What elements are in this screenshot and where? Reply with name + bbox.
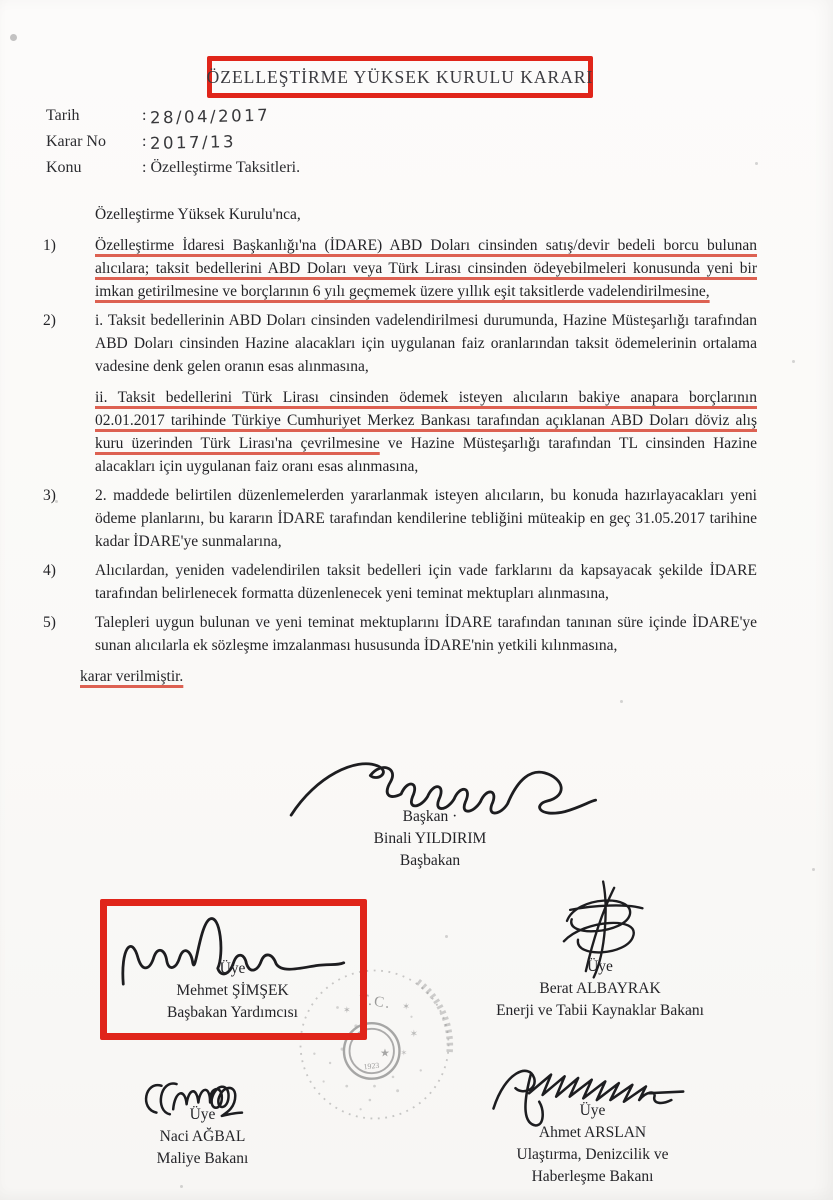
scan-speck (812, 868, 815, 871)
decision-body (43, 203, 757, 688)
scan-speck (620, 700, 623, 703)
signature-block-berat-albayrak (455, 956, 745, 1022)
scan-speck (180, 1185, 183, 1188)
meta-colon: : (142, 107, 147, 124)
signer-name: Mehmet ŞİMŞEK (176, 982, 289, 999)
signer-title: Başbakan Yardımcısı (167, 1004, 298, 1021)
signer-role: Başkan · (402, 808, 458, 825)
meta-label-tarih: Tarih (46, 107, 80, 124)
signature-block-naci-agbal (95, 1104, 310, 1170)
meta-block (46, 107, 300, 185)
item-2-sub-ii-rest: ve Hazine Müsteşarlığı tarafından TL cinsinden Hazine alacakları için uygulanan faiz oranı esas alınmasına, (95, 435, 757, 475)
item-2-sub-ii (95, 386, 757, 478)
star-icon: ✶ (409, 1029, 419, 1041)
signer-role: Üye (587, 958, 613, 975)
meta-label-karar-no: Karar No (46, 133, 106, 150)
meta-value-tarih-handwritten: 28/04/2017 (150, 105, 271, 128)
item-text: Alıcılardan, yeniden vadelendirilen taksit bedelleri için vade farklarını da kapsayacak şekilde İDARE tarafından belirlenecek formatta düzenlenecek yeni teminat mektupları alınmasına, (95, 562, 757, 602)
signer-title: Ulaştırma, Denizcilik ve (516, 1146, 669, 1163)
scan-speck (10, 34, 17, 41)
meta-value-karar-no-handwritten: 2017/13 (150, 132, 237, 153)
star-icon: ✶ (400, 1047, 408, 1058)
meta-colon: : (142, 133, 147, 150)
stamp-year: 1923 (363, 1060, 380, 1072)
signer-name: Ahmet ARSLAN (538, 1124, 647, 1141)
meta-row-karar-no (46, 133, 300, 159)
meta-label-konu: Konu (46, 159, 82, 176)
decision-item-5 (43, 611, 757, 657)
signer-title: Maliye Bakanı (156, 1150, 249, 1167)
title-highlight-box (207, 56, 593, 98)
intro-line: Özelleştirme Yüksek Kurulu'nca, (95, 206, 301, 223)
decision-item-3 (43, 484, 757, 553)
decision-item-1 (43, 234, 757, 303)
item-text: 2. maddede belirtilen düzenlemelerden yararlanmak isteyen alıcıların, bu konuda hazırlayacakları yeni ödeme planlarını, bu kararın İDARE tarafından kendilerine tebliğini müteakip en geç 31.05.2017 tarihine kadar İDARE'ye sunmalarına, (95, 487, 757, 550)
decision-item-4 (43, 559, 757, 605)
scan-speck (755, 162, 758, 165)
meta-row-tarih (46, 107, 300, 133)
highlight-box-mehmet-simsek (100, 899, 367, 1040)
signature-block-ahmet-arslan (465, 1100, 720, 1188)
item-text: Talepleri uygun bulunan ve yeni teminat mektuplarını İDARE tarafından tanınan süre içinde İDARE'ye sunan alıcılarla ek sözleşme imzalanması hususunda İDARE'nin yetkili kılınmasına, (95, 614, 757, 654)
signer-name: Berat ALBAYRAK (539, 980, 661, 997)
signer-title: Enerji ve Tabii Kaynaklar Bakanı (496, 1002, 704, 1019)
item-number: 5) (43, 614, 56, 631)
signer-role: Üye (189, 1106, 216, 1123)
star-icon: ★ (380, 1046, 391, 1060)
scan-speck (792, 360, 795, 363)
item-number: 4) (43, 562, 56, 579)
item-2-sub-i: i. Taksit bedellerinin ABD Doları cinsinden vadelendirilmesi durumunda, Hazine Müsteşarlığı tarafından ABD Doları cinsinden Hazine alacakları için uygulanan faiz oranlarından taksit ödemelerinin ortalama vadesine denk gelen oranın esas alınmasına, (95, 312, 757, 375)
item-text (95, 234, 757, 303)
decision-item-2 (43, 309, 757, 478)
meta-row-konu (46, 159, 300, 185)
star-icon: ✶ (343, 1005, 351, 1017)
signer-title-line2: Haberleşme Bakanı (531, 1168, 654, 1185)
document-title: ÖZELLEŞTİRME YÜKSEK KURULU KARARI (206, 66, 594, 87)
scan-speck (445, 935, 448, 938)
item-text (95, 309, 757, 478)
stamp-country-abbr: T.C. (357, 991, 393, 1013)
signer-name: Binali YILDIRIM (373, 830, 487, 847)
item-number: 3) (43, 487, 56, 504)
closing-line (80, 665, 757, 688)
signature-block-binali-yildirim (295, 806, 565, 872)
red-underlined-text: ii. Taksit bedellerini Türk Lirası cinsinden ödemek isteyen alıcıların bakiye anapara borçlarının 02.01.2017 tarihinde Türkiye Cumhuriyet Merkez Bankası tarafından açıklanan ABD Doları döviz alış kuru üzerinden Türk Lirası'na çevrilmesine (95, 389, 757, 452)
red-underlined-text: karar verilmiştir. (80, 668, 184, 685)
signer-title: Başbakan (399, 852, 461, 869)
star-icon: ✶ (402, 1001, 411, 1013)
item-number: 2) (43, 312, 56, 329)
scan-speck (55, 500, 58, 503)
signer-name: Naci AĞBAL (159, 1128, 246, 1145)
meta-colon: : (142, 159, 147, 176)
item-number: 1) (43, 237, 56, 254)
meta-value-konu: Özelleştirme Taksitleri. (150, 159, 301, 176)
signer-role: Üye (219, 960, 246, 977)
red-underlined-text: Özelleştirme İdaresi Başkanlığı'na (İDARE) ABD Doları cinsinden satış/devir bedeli borcu bulunan alıcılara; taksit bedellerini ABD Doları veya Türk Lirası cinsinden ödeyebilmeleri konusunda yeni bir imkan getirilmesine ve borçlarının 6 yılı geçmemek üzere yıllık eşit taksitlerde vadelendirilmesine, (95, 237, 757, 300)
signer-role: Üye (579, 1102, 606, 1119)
